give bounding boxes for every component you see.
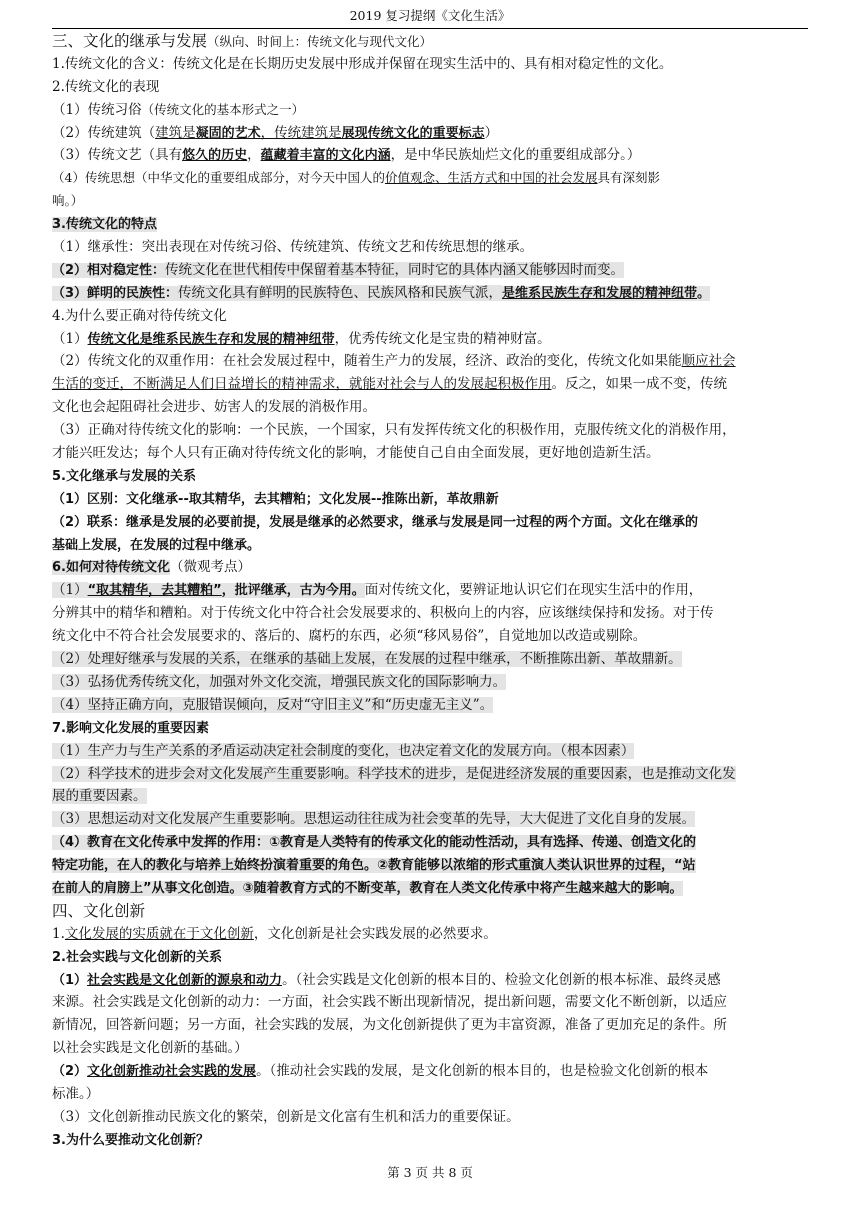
text-segment: （4）教育在文化传承中发挥的作用：①教育是人类特有的传承文化的能动性活动，具有选择、传递、创造文化的	[52, 835, 697, 851]
text-line	[52, 740, 808, 763]
text-segment: 社会实践是文化创新的源泉和动力	[87, 972, 283, 988]
text-segment: 蕴藏着丰富的文化内涵	[260, 148, 391, 164]
text-line	[52, 259, 808, 282]
text-line	[52, 76, 808, 99]
page-footer: 第 3 页 共 8 页	[387, 1165, 473, 1180]
text-line	[52, 1129, 808, 1152]
text-line	[52, 534, 808, 557]
text-segment: （2）处理好继承与发展的关系，在继承的基础上发展，在发展的过程中继承，不断推陈出新、革故鼎新。	[52, 651, 682, 668]
text-line	[52, 167, 808, 190]
text-line	[52, 144, 808, 167]
text-line	[52, 190, 808, 213]
text-segment: 1.传统文化的含义：传统文化是在长期历史发展中形成并保留在现实生活中的、具有相对稳定性的文化。	[52, 55, 673, 72]
text-segment: 新情况，回答新问题；另一方面，社会实践的发展，为文化创新提供了更为丰富资源，准备了更加充足的条件。所	[52, 1017, 727, 1034]
text-segment: （3）鲜明的民族性：	[52, 285, 179, 301]
text-segment: “取其精华，去其糟粕”	[87, 583, 222, 599]
text-line	[52, 1060, 808, 1083]
text-line	[52, 854, 808, 877]
text-line	[52, 991, 808, 1014]
text-line	[52, 671, 808, 694]
text-segment: （微观考点）	[169, 559, 251, 576]
text-segment: 才能兴旺发达；每个人只有正确对待传统文化的影响，才能使自己自由全面发展，更好地创造新生活。	[52, 445, 660, 462]
text-line	[52, 900, 808, 923]
text-segment: 建筑是	[155, 124, 196, 141]
text-line	[52, 763, 808, 786]
text-line	[52, 648, 808, 671]
text-line	[52, 30, 808, 53]
text-segment: 。反之，如果一成不变，传统	[551, 376, 727, 393]
text-segment: （1）	[52, 582, 88, 599]
text-line	[52, 923, 808, 946]
text-segment: （3）文化创新推动民族文化的繁荣，创新是文化富有生机和活力的重要保证。	[52, 1108, 520, 1125]
text-segment: 生活的变迁，不断满足人们日益增长的精神需求，就能对社会与人的发展起积极作用	[52, 376, 552, 393]
text-line	[52, 831, 808, 854]
text-segment: （1）	[52, 330, 88, 347]
text-segment: 文化发展的实质就在于文化创新	[64, 925, 254, 942]
text-segment: 来源。社会实践是文化创新的动力：一方面，社会实践不断出现新情况，提出新问题，需要文化不断创新，以适应	[52, 994, 727, 1011]
text-segment: 。	[697, 285, 711, 301]
text-segment: （4）传统思想（中华文化的重要组成部分，对今天中国人的	[52, 170, 385, 186]
text-segment: 标准。）	[52, 1085, 100, 1102]
text-segment: （1）区别：文化继承--取其精华，去其糟粕；文化发展--推陈出新，革故鼎新	[52, 491, 499, 507]
text-line	[52, 213, 808, 236]
text-segment: 顺应社会	[681, 353, 736, 370]
text-segment: ，传统建筑是	[260, 124, 342, 141]
text-line	[52, 373, 808, 396]
text-line	[52, 465, 808, 488]
text-segment: 传统文化在世代相传中保留着基本特征，同时它的具体内涵又能够因时而变。	[165, 261, 625, 278]
text-segment: 3.传统文化的特点	[52, 217, 157, 233]
text-segment: （1）继承性：突出表现在对传统习俗、传统建筑、传统文艺和传统思想的继承。	[52, 239, 534, 256]
text-segment: （3）传统文艺（具有	[52, 147, 183, 164]
text-segment: ）	[484, 124, 499, 141]
text-segment: （2）联系：继承是发展的必要前提，发展是继承的必然要求，继承与发展是同一过程的两个方面。文化在继承的	[52, 514, 699, 530]
text-segment: 悠久的历史	[182, 148, 248, 164]
text-segment: 价值观念、生活方式和中国的社会发展	[384, 170, 598, 186]
text-segment: 凝固的艺术	[195, 125, 261, 141]
text-segment: 面对传统文化，要辨证地认识它们在现实生活中的作用，	[364, 582, 703, 599]
text-line	[52, 419, 808, 442]
text-segment: ，优秀传统文化是宝贵的精神财富。	[334, 330, 551, 347]
text-line	[52, 1106, 808, 1129]
text-line	[52, 350, 808, 373]
text-segment: 4.为什么要正确对待传统文化	[52, 307, 227, 324]
text-segment: 2.传统文化的表现	[52, 78, 160, 95]
text-segment: 传统文化是维系民族生存和发展的精神纽带	[87, 331, 335, 347]
text-line	[52, 328, 808, 351]
text-segment: 1.	[52, 925, 65, 942]
text-line	[52, 1037, 808, 1060]
text-segment: 5.文化继承与发展的关系	[52, 468, 196, 484]
text-segment: 基础上发展，在发展的过程中继承。	[52, 537, 261, 553]
text-segment: 特定功能，在人的教化与培养上始终扮演着重要的角色。②教育能够以浓缩的形式重演人类认识世界的过程，“站	[52, 858, 696, 874]
text-line	[52, 305, 808, 328]
text-segment: （1）传统习俗	[52, 101, 142, 118]
text-segment: 以社会实践是文化创新的基础。）	[52, 1040, 248, 1057]
text-segment: 是维系民族生存和发展的精神纽带	[502, 285, 698, 301]
text-segment: （2）科学技术的进步会对文化发展产生重要影响。科学技术的进步，是促进经济发展的重要因素，也是推动文化发	[52, 765, 736, 782]
text-segment: 2.社会实践与文化创新的关系	[52, 949, 222, 965]
page-header: 2019 复习提纲《文化生活》	[52, 4, 808, 29]
text-line	[52, 236, 808, 259]
text-line	[52, 282, 808, 305]
text-segment: （2）传统文化的双重作用：在社会发展过程中，随着生产力的发展，经济、政治的变化，传统文化如果能	[52, 353, 682, 370]
text-segment: 。（社会实践是文化创新的根本目的、检验文化创新的根本标准、最终灵感	[282, 971, 721, 988]
text-line	[52, 396, 808, 419]
text-segment: 传统文化具有鲜明的民族特色、民族风格和民族气派，	[178, 284, 503, 301]
text-segment: （3）思想运动对文化发展产生重要影响。思想运动往往成为社会变革的先导，大大促进了文化自身的发展。	[52, 811, 696, 828]
text-segment: 三、文化的继承与发展	[52, 32, 208, 50]
text-segment: 分辨其中的精华和糟粕。对于传统文化中符合社会发展要求的、积极向上的内容，应该继续保持和发扬。对于传	[52, 605, 714, 622]
text-segment: （3）弘扬优秀传统文化，加强对外文化交流，增强民族文化的国际影响力。	[52, 673, 507, 690]
text-line	[52, 99, 808, 122]
text-line	[52, 808, 808, 831]
text-line	[52, 579, 808, 602]
text-line	[52, 1014, 808, 1037]
text-segment: 具有深刻影	[597, 170, 660, 186]
text-line	[52, 556, 808, 579]
text-line	[52, 442, 808, 465]
text-segment: （纵向、时间上：传统文化与现代文化）	[207, 34, 433, 49]
text-segment: 响。）	[52, 193, 84, 209]
text-segment: 6.如何对待传统文化	[52, 560, 170, 576]
text-segment: （2）传统建筑（	[52, 124, 156, 141]
text-line	[52, 511, 808, 534]
text-segment: ，	[247, 147, 261, 164]
text-segment: 展现传统文化的重要标志	[341, 125, 485, 141]
text-segment: 文化也会起阻碍社会进步、妨害人的发展的消极作用。	[52, 399, 376, 416]
text-segment: 四、文化创新	[52, 901, 146, 920]
text-segment: 在前人的肩膀上”从事文化创造。③随着教育方式的不断变革，教育在人类文化传承中将产生越来越大的影响。	[52, 880, 683, 896]
text-segment: （1）生产力与生产关系的矛盾运动决定社会制度的变化，也决定着文化的发展方向。（根本因素）	[52, 742, 635, 759]
text-segment: （3）正确对待传统文化的影响：一个民族，一个国家，只有发挥传统文化的积极作用，克服传统文化的消极作用，	[52, 422, 736, 439]
text-line	[52, 122, 808, 145]
text-line	[52, 1083, 808, 1106]
text-segment: ，是中华民族灿烂文化的重要组成部分。）	[390, 147, 641, 164]
text-segment: （传统文化的基本形式之一）	[141, 101, 305, 117]
text-segment: 统文化中不符合社会发展要求的、落后的、腐朽的东西，必须“移风易俗”，自觉地加以改造或剔除。	[52, 628, 647, 645]
text-line	[52, 625, 808, 648]
text-segment: 。（推动社会实践的发展，是文化创新的根本目的，也是检验文化创新的根本	[256, 1063, 709, 1080]
text-line	[52, 488, 808, 511]
text-segment: （2）相对稳定性：	[52, 262, 166, 278]
text-line	[52, 717, 808, 740]
document-body	[52, 30, 808, 1152]
text-line	[52, 969, 808, 992]
text-line	[52, 785, 808, 808]
text-segment: ，文化创新是社会实践发展的必然要求。	[253, 925, 497, 942]
text-segment: ，批评继承，古为今用。	[221, 583, 365, 599]
text-line	[52, 946, 808, 969]
text-segment: （4）坚持正确方向，克服错误倾向，反对“守旧主义”和“历史虚无主义”。	[52, 696, 494, 713]
text-segment: 3.为什么要推动文化创新？	[52, 1132, 209, 1148]
text-segment: 文化创新推动社会实践的发展	[87, 1064, 257, 1080]
text-segment: （2）	[52, 1064, 88, 1080]
text-segment: 展的重要因素。	[52, 788, 147, 805]
text-segment: （1）	[52, 972, 88, 988]
text-line	[52, 53, 808, 76]
text-line	[52, 602, 808, 625]
text-segment: 7.影响文化发展的重要因素	[52, 720, 209, 736]
text-line	[52, 877, 808, 900]
text-line	[52, 694, 808, 717]
